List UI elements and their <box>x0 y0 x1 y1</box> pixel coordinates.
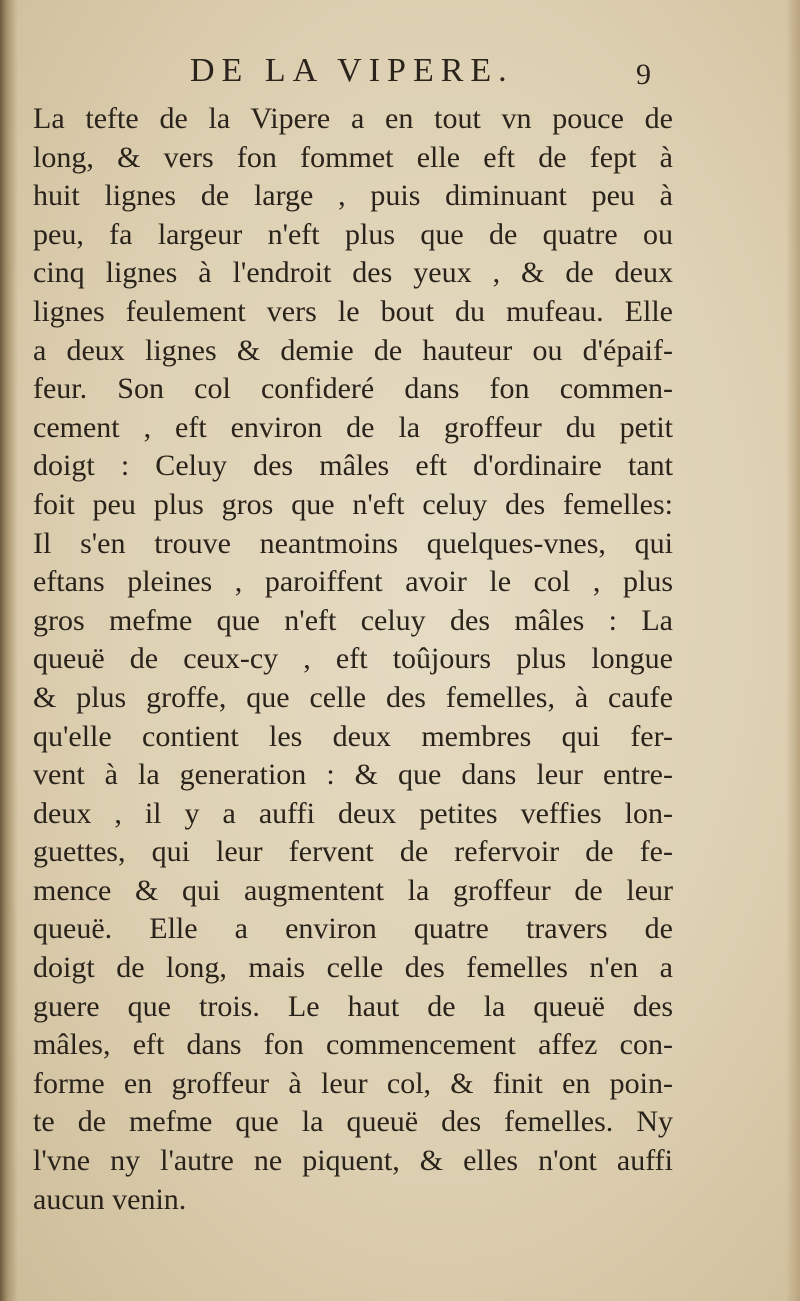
text-line: forme en groffeur à leur col, & finit en poin- <box>33 1066 673 1100</box>
body-text <box>33 100 673 1219</box>
text-line: l'vne ny l'autre ne piquent, & elles n'ont auffi <box>33 1144 673 1178</box>
text-line: cinq lignes à l'endroit des yeux , & de deux <box>33 256 673 290</box>
page-header <box>0 52 800 102</box>
text-line: queuë de ceux-cy , eft toûjours plus longue <box>33 642 673 676</box>
text-line: deux , il y a auffi deux petites veffies lon- <box>33 796 673 830</box>
text-line: foit peu plus gros que n'eft celuy des femelles: <box>33 487 673 521</box>
text-line: cement , eft environ de la groffeur du petit <box>33 410 673 444</box>
text-line: mâles, eft dans fon commencement affez con- <box>33 1028 673 1062</box>
page-number: 9 <box>636 58 651 91</box>
text-line: a deux lignes & demie de hauteur ou d'épaif- <box>33 333 673 367</box>
text-line: long, & vers fon fommet elle eft de fept à <box>33 140 673 174</box>
text-line: Il s'en trouve neantmoins quelques-vnes, qui <box>33 526 673 560</box>
page-edge <box>786 0 800 1301</box>
spine-shadow <box>0 0 18 1301</box>
text-line: lignes feulement vers le bout du mufeau. Elle <box>33 294 673 328</box>
text-line: mence & qui augmentent la groffeur de leur <box>33 873 673 907</box>
text-line: queuë. Elle a environ quatre travers de <box>33 912 673 946</box>
text-line: feur. Son col confideré dans fon commen- <box>33 372 673 406</box>
text-line: aucun venin. <box>33 1182 187 1216</box>
text-line: eftans pleines , paroiffent avoir le col , plus <box>33 565 673 599</box>
text-line: peu, fa largeur n'eft plus que de quatre ou <box>33 217 673 251</box>
text-line: te de mefme que la queuë des femelles. Ny <box>33 1105 673 1139</box>
text-line: guettes, qui leur fervent de refervoir de fe- <box>33 835 673 869</box>
text-line: huit lignes de large , puis diminuant peu à <box>33 179 673 213</box>
text-line: qu'elle contient les deux membres qui fer- <box>33 719 673 753</box>
text-line: gros mefme que n'eft celuy des mâles : La <box>33 603 673 637</box>
running-title: DE LA VIPERE. <box>190 52 514 89</box>
text-line: doigt de long, mais celle des femelles n'en a <box>33 951 673 985</box>
text-line: doigt : Celuy des mâles eft d'ordinaire tant <box>33 449 673 483</box>
text-line: guere que trois. Le haut de la queuë des <box>33 989 673 1023</box>
text-line: La tefte de la Vipere a en tout vn pouce de <box>33 102 673 135</box>
text-line: & plus groffe, que celle des femelles, à caufe <box>33 680 673 714</box>
text-line: vent à la generation : & que dans leur entre- <box>33 758 673 792</box>
